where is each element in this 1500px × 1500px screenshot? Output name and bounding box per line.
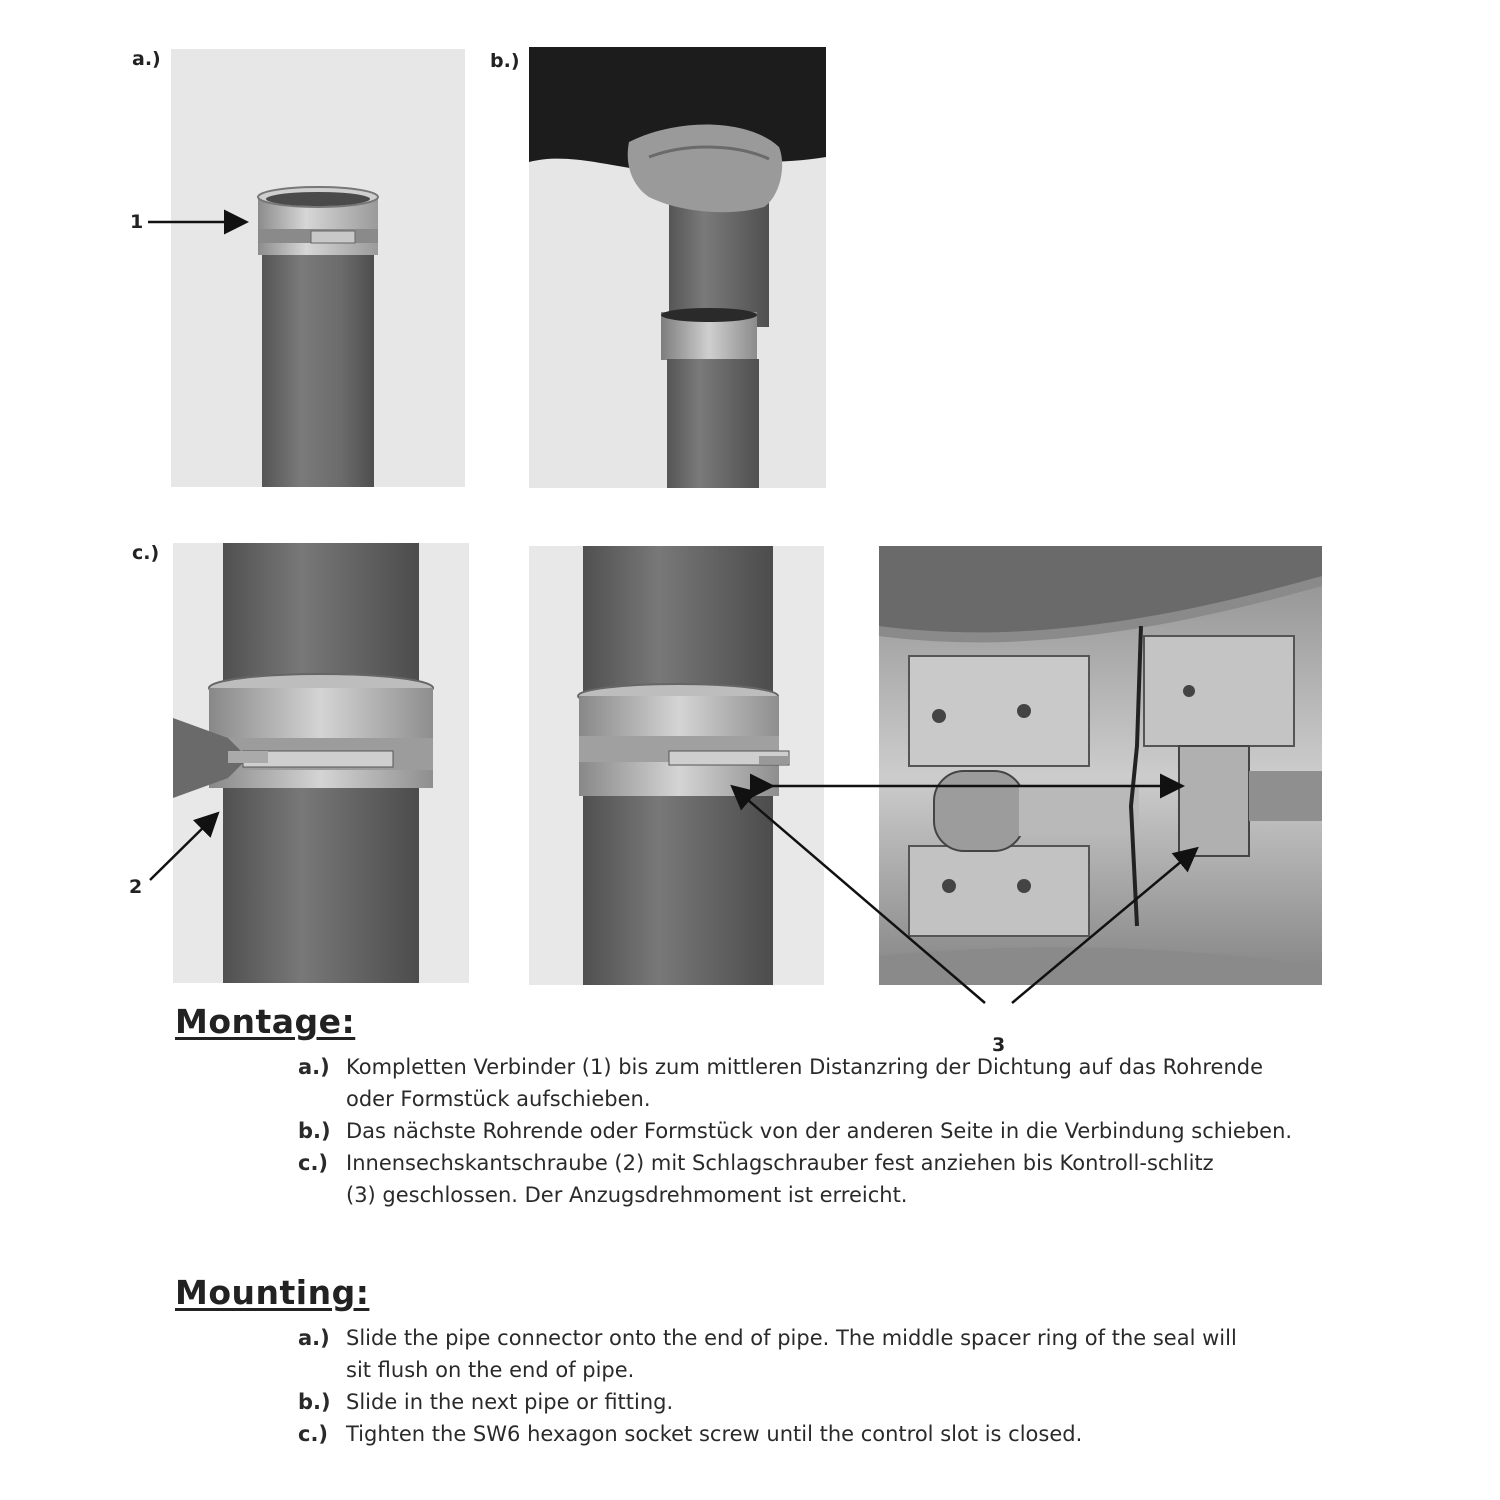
- mounting-steps: [298, 1322, 1298, 1450]
- mounting-step-a: [298, 1322, 1298, 1386]
- panel-label-b: b.): [490, 50, 520, 72]
- callout-3: 3: [992, 1034, 1006, 1056]
- step-key: a.): [298, 1326, 330, 1350]
- step-key: c.): [298, 1422, 329, 1446]
- montage-steps: [298, 1051, 1308, 1211]
- mounting-step-b: [298, 1386, 1298, 1418]
- callout-1: 1: [130, 211, 144, 233]
- step-text: Slide the pipe connector onto the end of pipe. The middle spacer ring of the seal will sit flush on the end of pipe.: [346, 1326, 1237, 1382]
- step-text: Innensechskantschraube (2) mit Schlagschrauber fest anziehen bis Kontroll-schlitz (3) geschlossen. Der Anzugsdrehmoment ist erreicht.: [346, 1151, 1214, 1207]
- step-text: Tighten the SW6 hexagon socket screw until the control slot is closed.: [346, 1422, 1083, 1446]
- step-text: Slide in the next pipe or fitting.: [346, 1390, 674, 1414]
- step-key: b.): [298, 1390, 331, 1414]
- step-key: b.): [298, 1119, 331, 1143]
- step-key: a.): [298, 1055, 330, 1079]
- montage-step-a: [298, 1051, 1308, 1115]
- panel-label-c: c.): [132, 542, 160, 564]
- montage-step-b: [298, 1115, 1308, 1147]
- mounting-step-c: [298, 1418, 1298, 1450]
- step-text: Das nächste Rohrende oder Formstück von der anderen Seite in die Verbindung schieben.: [346, 1119, 1293, 1143]
- panel-label-a: a.): [132, 48, 161, 70]
- step-text: Kompletten Verbinder (1) bis zum mittleren Distanzring der Dichtung auf das Rohrende oder Formstück aufschieben.: [346, 1055, 1264, 1111]
- step-key: c.): [298, 1151, 329, 1175]
- heading-montage: Montage:: [175, 1002, 356, 1041]
- montage-step-c: [298, 1147, 1308, 1211]
- callout-2: 2: [129, 876, 143, 898]
- heading-mounting: Mounting:: [175, 1273, 370, 1312]
